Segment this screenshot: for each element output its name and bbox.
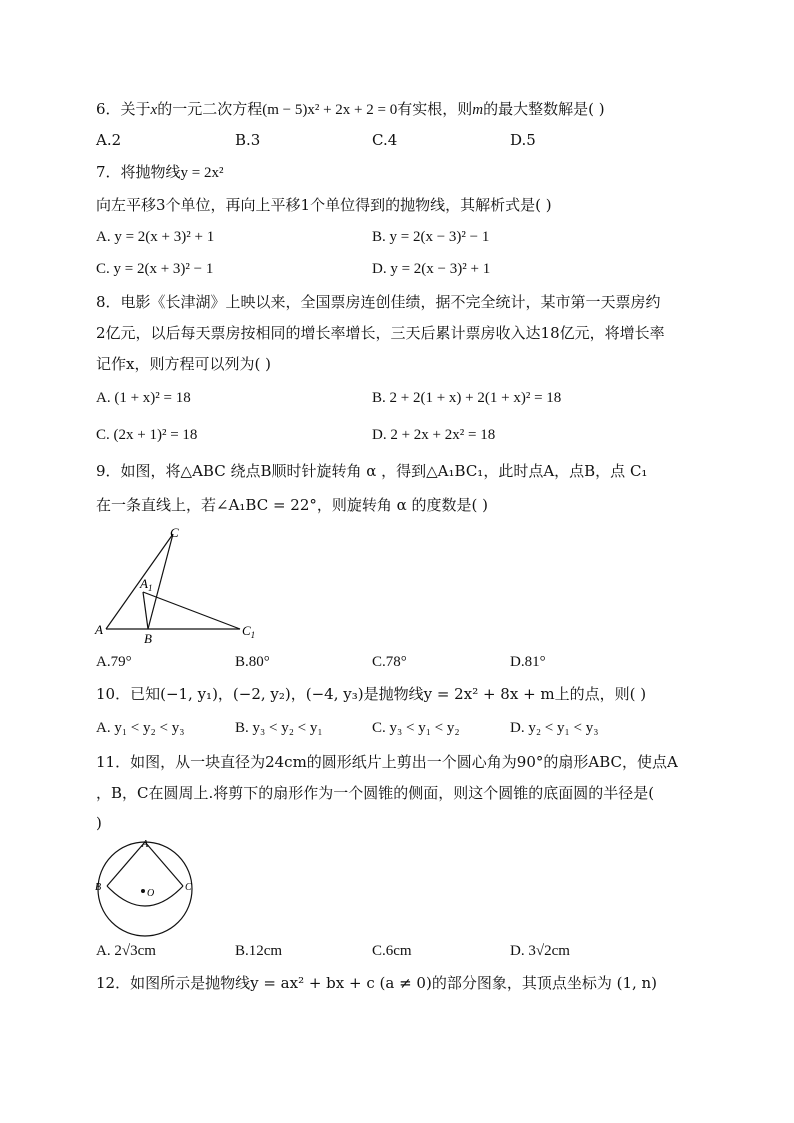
q10-option-d: D. y₂ < y₁ < y₃ <box>510 720 599 736</box>
q10-option-a: A. y₁ < y₂ < y₃ <box>96 720 185 736</box>
q6-text: 的最大整数解是( ) <box>483 100 605 118</box>
q6-option-a: A.2 <box>96 131 122 149</box>
q9-stem-line1: 9．如图，将△ABC 绕点B顺时针旋转角 α ，得到△A₁BC₁，此时点A，点B，点 C₁ <box>96 462 648 480</box>
label-c: C <box>185 882 192 893</box>
q8-stem-line3: 记作x，则方程可以列为( ) <box>96 355 271 373</box>
q8-option-b: B. 2 + 2(1 + x) + 2(1 + x)² = 18 <box>372 390 562 406</box>
center-point <box>141 889 145 893</box>
q11-stem-line3: ) <box>96 814 102 832</box>
q7-option-d: D. y = 2(x − 3)² + 1 <box>372 261 491 277</box>
label-b: B <box>95 882 102 893</box>
q6-text: 有实根，则 <box>397 100 473 118</box>
sector-arc <box>107 886 183 906</box>
q11-option-c: C.6cm <box>372 943 412 959</box>
q7-option-c: C. y = 2(x + 3)² − 1 <box>96 261 214 277</box>
label-o: O <box>147 888 155 899</box>
q10-stem: 10．已知(−1, y₁)，(−2, y₂)，(−4, y₃)是抛物线y = 2x² + 8x + m上的点，则( ) <box>96 685 647 703</box>
q7-equation: y = 2x² <box>180 165 224 181</box>
label-c1: $C_1$ <box>242 623 256 640</box>
q6-text: 6．关于 <box>96 100 151 118</box>
radius-ac <box>145 842 183 886</box>
q10-option-b: B. y₃ < y₂ < y₁ <box>235 720 323 736</box>
q8-option-c: C. (2x + 1)² = 18 <box>96 427 198 443</box>
q6-option-c: C.4 <box>372 131 398 149</box>
radius-ab <box>107 842 145 886</box>
label-b: B <box>144 631 152 646</box>
q11-option-b: B.12cm <box>235 943 283 959</box>
q9-option-b: B.80° <box>235 654 270 670</box>
q6-equation: (m − 5)x² + 2x + 2 = 0 <box>262 102 398 118</box>
q6-text: 的一元二次方程 <box>157 100 263 118</box>
q8-stem-line1: 8．电影《长津湖》上映以来，全国票房连创佳绩，据不完全统计，某市第一天票房约 <box>96 293 661 311</box>
q6-option-d: D.5 <box>510 131 536 149</box>
q10-option-c: C. y₃ < y₁ < y₂ <box>372 720 460 736</box>
q9-option-c: C.78° <box>372 654 407 670</box>
label-a1: $A_1$ <box>140 576 153 593</box>
edge-cb <box>148 534 173 629</box>
label-a: A <box>95 622 103 637</box>
q9-option-a: A.79° <box>96 654 132 670</box>
q7-option-a: A. y = 2(x + 3)² + 1 <box>96 229 215 245</box>
q6-var: x <box>150 102 158 118</box>
q6-stem <box>96 99 605 120</box>
q6-option-b: B.3 <box>235 131 261 149</box>
q11-stem-line2: ，B，C在圆周上.将剪下的扇形作为一个圆锥的侧面，则这个圆锥的底面圆的半径是( <box>96 784 655 802</box>
q6-var: m <box>472 102 484 118</box>
q11-option-d: D. 3√2cm <box>510 943 570 959</box>
q11-circle-figure <box>92 836 204 942</box>
q8-option-a: A. (1 + x)² = 18 <box>96 390 191 406</box>
q8-option-d: D. 2 + 2x + 2x² = 18 <box>372 427 496 443</box>
q11-stem-line1: 11．如图，从一块直径为24cm的圆形纸片上剪出一个圆心角为90°的扇形ABC，使点A <box>96 753 678 771</box>
label-a: A <box>142 839 149 850</box>
label-c: C <box>170 525 179 540</box>
q7-text: 7．将抛物线 <box>96 163 181 181</box>
q11-option-a: A. 2√3cm <box>96 943 156 959</box>
q9-stem-line2: 在一条直线上，若∠A₁BC = 22°，则旋转角 α 的度数是( ) <box>96 496 489 514</box>
edge-a1b <box>143 592 148 629</box>
edge-a1c1 <box>143 592 240 629</box>
q9-option-d: D.81° <box>510 654 546 670</box>
q7-stem-line1 <box>96 162 224 183</box>
q7-option-b: B. y = 2(x − 3)² − 1 <box>372 229 490 245</box>
q7-stem-line2: 向左平移3个单位，再向上平移1个单位得到的抛物线，其解析式是( ) <box>96 196 552 214</box>
circle <box>98 842 192 936</box>
q8-stem-line2: 2亿元，以后每天票房按相同的增长率增长，三天后累计票房收入达18亿元，将增长率 <box>96 324 665 342</box>
q12-stem: 12．如图所示是抛物线y = ax² + bx + c (a ≠ 0)的部分图象，其顶点坐标为 (1, n) <box>96 974 658 992</box>
q9-triangle-figure <box>90 522 270 647</box>
